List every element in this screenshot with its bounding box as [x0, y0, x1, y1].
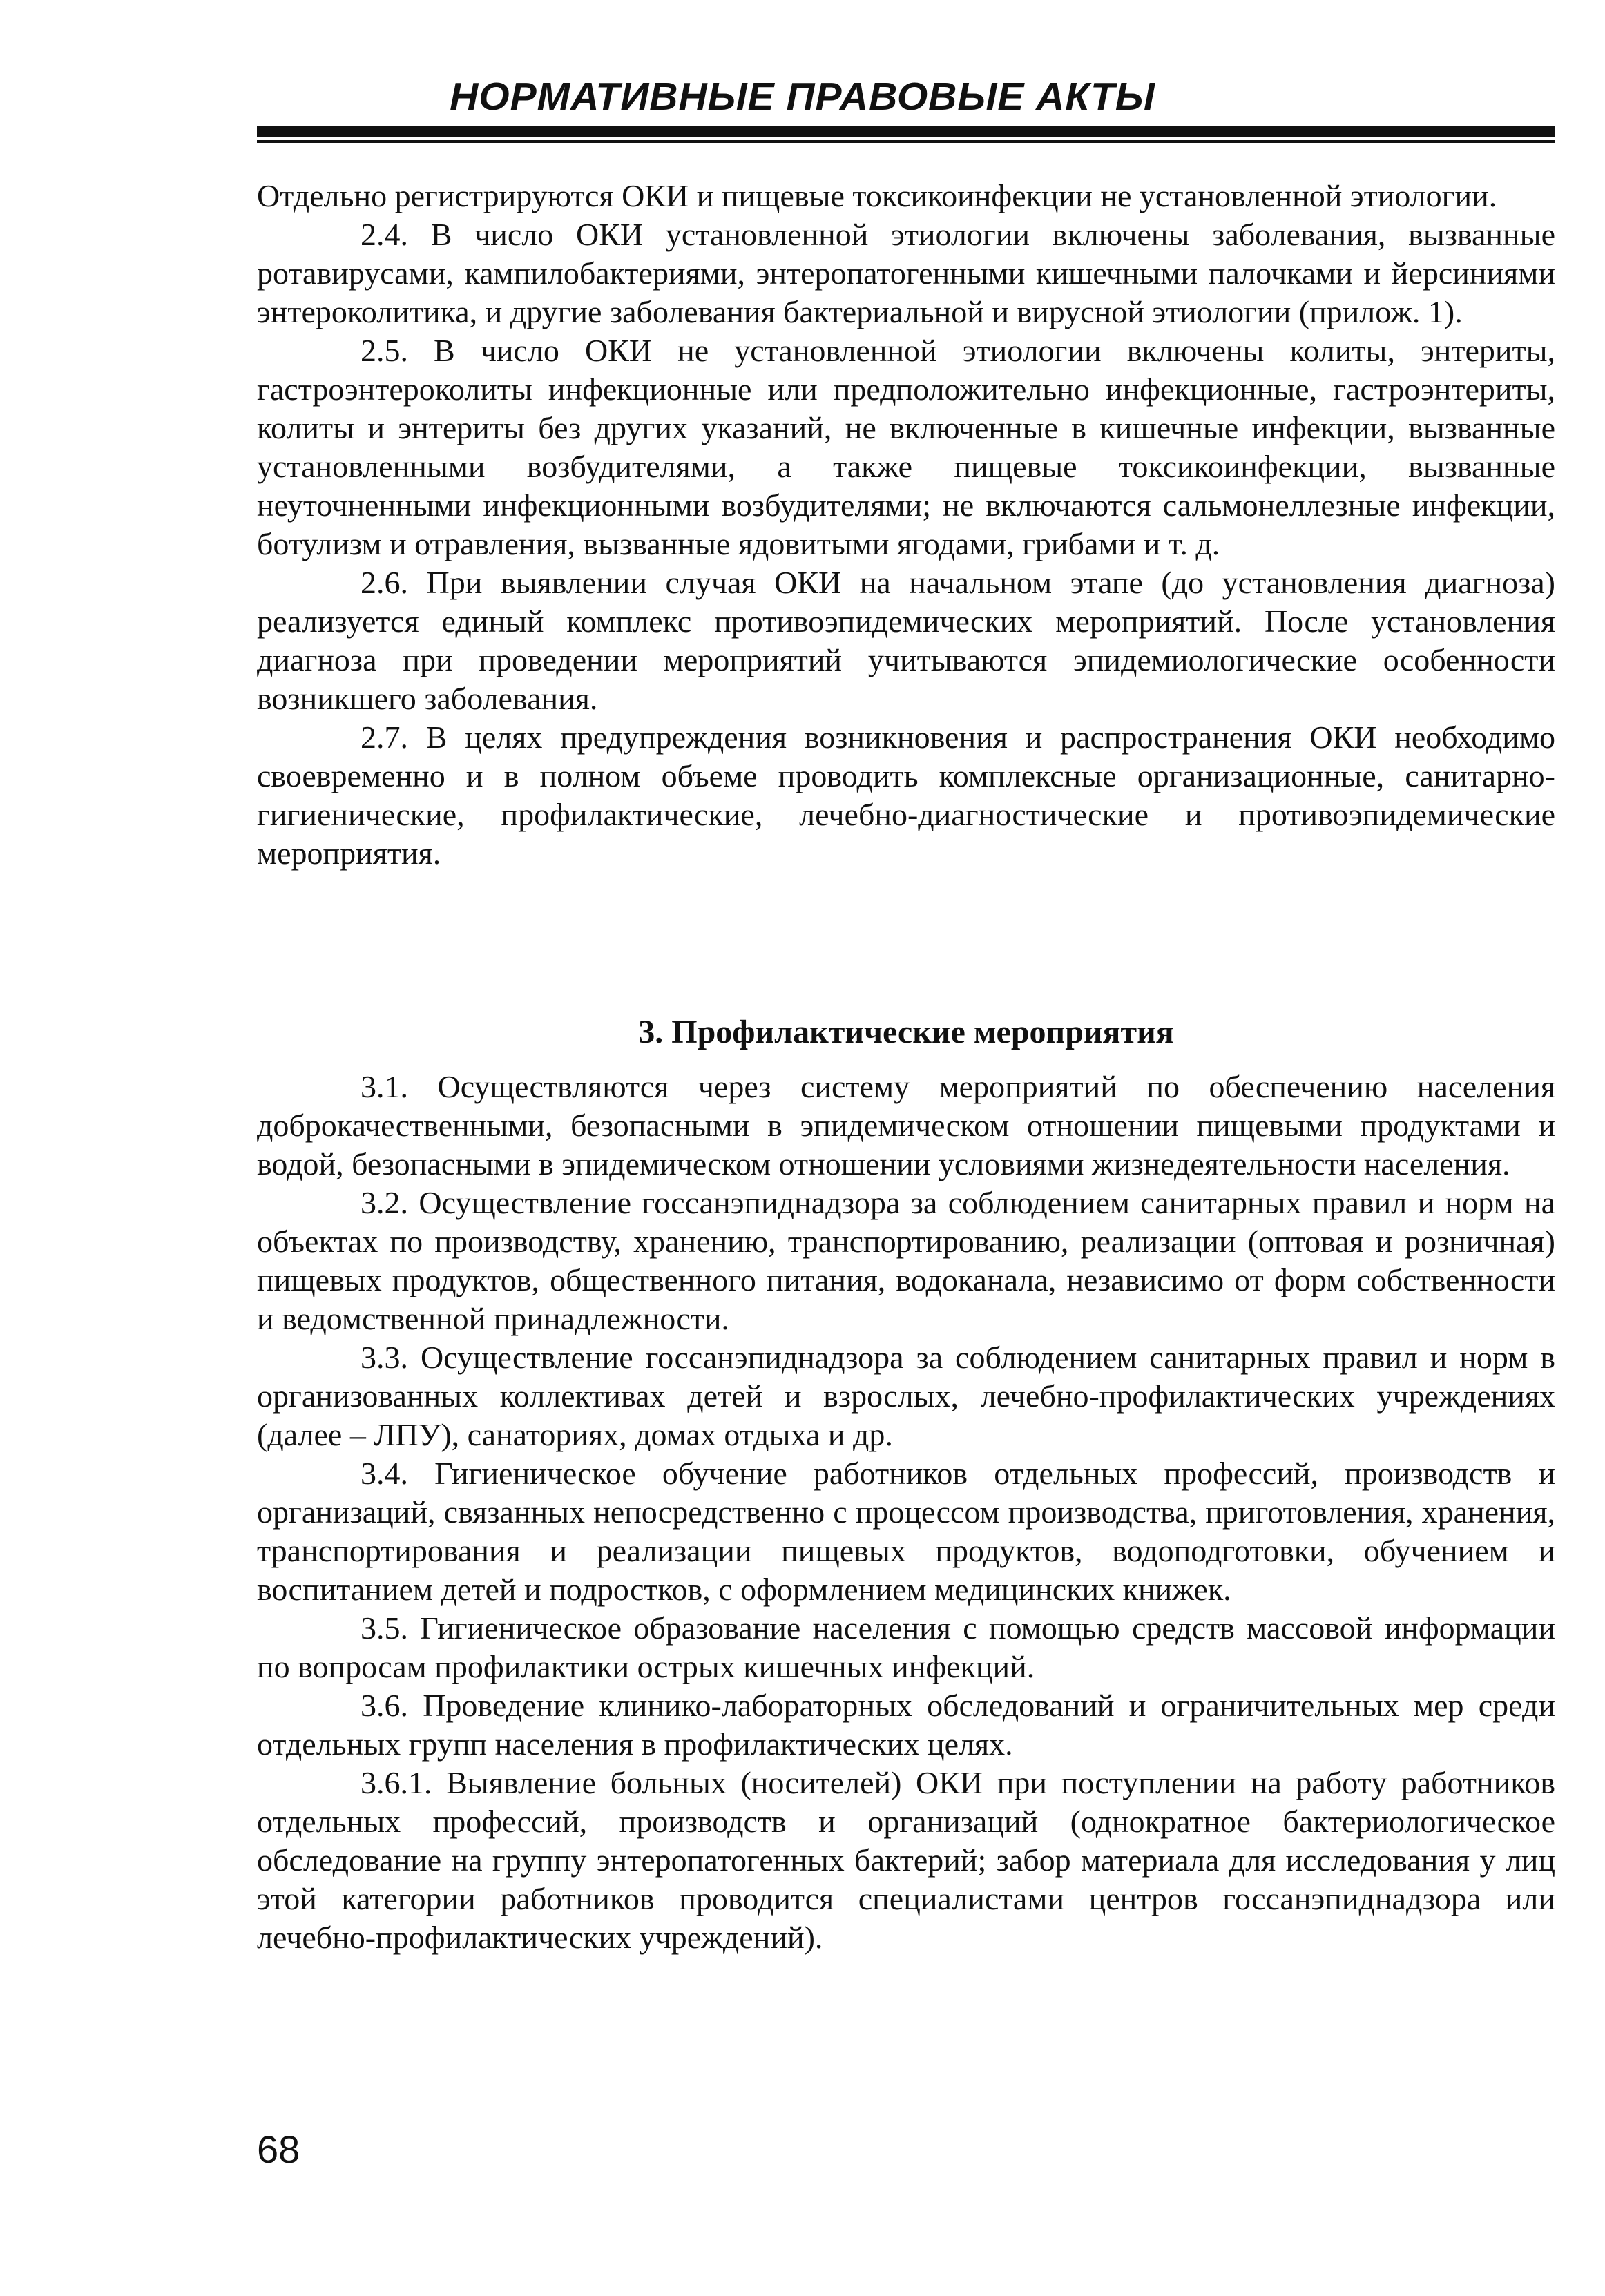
paragraph-3-3: 3.3. Осуществление госсанэпиднадзора за соблюдением санитарных правил и норм в организованных коллективах детей и взрослых, лечебно-профилактических учреждениях (далее – ЛПУ), санаториях, домах отдыха и др. — [257, 1340, 1555, 1452]
page-number: 68 — [257, 2128, 300, 2171]
paragraph-3-5: 3.5. Гигиеническое образование населения с помощью средств массовой информации по вопросам профилактики острых кишечных инфекций. — [257, 1610, 1555, 1684]
header-rule-thick — [257, 126, 1555, 137]
running-header-title: НОРМАТИВНЫЕ ПРАВОВЫЕ АКТЫ — [450, 75, 1155, 119]
intro-text-block — [257, 177, 1555, 873]
paragraph-3-2: 3.2. Осуществление госсанэпиднадзора за соблюдением санитарных правил и норм на объектах по производству, хранению, транспортированию, реализации (оптовая и розничная) пищевых продуктов, общественного питания, водоканала, независимо от форм собственности и ведомственной принадлежности. — [257, 1185, 1555, 1336]
paragraph-2-5: 2.5. В число ОКИ не установленной этиологии включены колиты, энтериты, гастроэнтероколиты инфекционные или предположительно инфекционные, гастроэнтериты, колиты и энтериты без других указаний, не включенные в кишечные инфекции, вызванные установленными возбудителями, а также пищевые токсикоинфекции, вызванные неуточненными инфекционными возбудителями; не включаются сальмонеллезные инфекции, ботулизм и отравления, вызванные ядовитыми ягодами, грибами и т. д. — [257, 333, 1555, 561]
section-heading: 3. Профилактические мероприятия — [638, 1014, 1174, 1050]
paragraph-3-1: 3.1. Осуществляются через систему мероприятий по обеспечению населения доброкачественными, безопасными в эпидемическом отношении пищевыми продуктами и водой, безопасными в эпидемическом отношении условиями жизнедеятельности населения. — [257, 1069, 1555, 1181]
section-text-block — [257, 1068, 1555, 1957]
paragraph-2-4: 2.4. В число ОКИ установленной этиологии включены заболевания, вызванные ротавирусами, кампилобактериями, энтеропатогенными кишечными палочками и йерсиниями энтероколитика, и другие заболевания бактериальной и вирусной этиологии (прилож. 1). — [257, 217, 1555, 329]
paragraph-2-7: 2.7. В целях предупреждения возникновения и распространения ОКИ необходимо своевременно и в полном объеме проводить комплексные организационные, санитарно-гигиенические, профилактические, лечебно-диагностические и противоэпидемические мероприятия. — [257, 720, 1555, 871]
paragraph-3-6: 3.6. Проведение клинико-лабораторных обследований и ограничительных мер среди отдельных групп населения в профилактических целях. — [257, 1688, 1555, 1762]
header-rule-thin — [257, 140, 1555, 143]
paragraph-2-6: 2.6. При выявлении случая ОКИ на начальном этапе (до установления диагноза) реализуется единый комплекс противоэпидемических мероприятий. После установления диагноза при проведении мероприятий учитываются эпидемиологические особенности возникшего заболевания. — [257, 565, 1555, 716]
paragraph-3-6-1: 3.6.1. Выявление больных (носителей) ОКИ при поступлении на работу работников отдельных профессий, производств и организаций (однократное бактериологическое обследование на группу энтеропатогенных бактерий; забор материала для исследования у лиц этой категории работников проводится специалистами центров госсанэпиднадзора или лечебно-профилактических учреждений). — [257, 1765, 1555, 1955]
paragraph-3-4: 3.4. Гигиеническое обучение работников отдельных профессий, производств и организаций, связанных непосредственно с процессом производства, приготовления, хранения, транспортирования и реализации пищевых продуктов, водоподготовки, обучением и воспитанием детей и подростков, с оформлением медицинских книжек. — [257, 1456, 1555, 1607]
paragraph-continuation: Отдельно регистрируются ОКИ и пищевые токсикоинфекции не установленной этиологии. — [257, 178, 1497, 213]
